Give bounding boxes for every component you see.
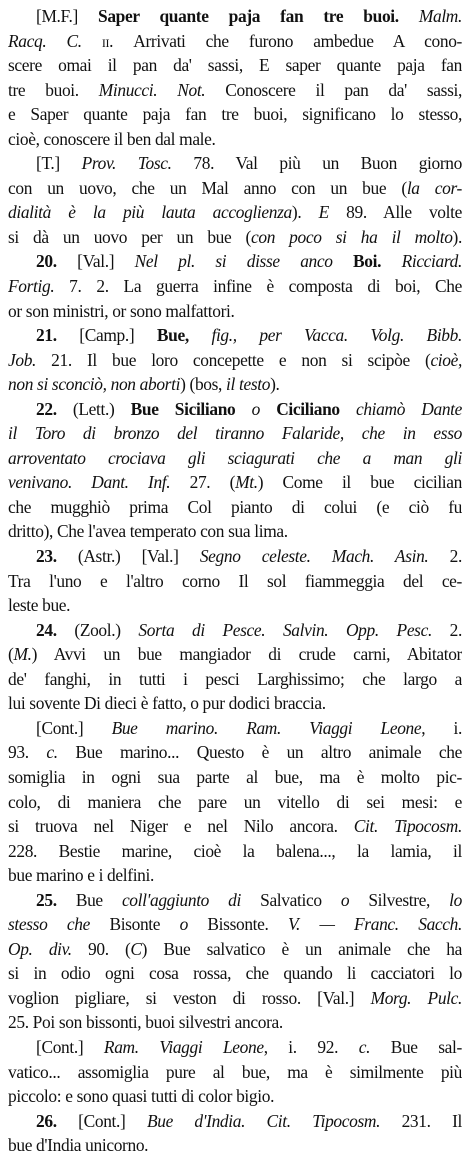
text-line bbox=[8, 495, 462, 520]
text-segment: Tra l'uno e l'altro corno Il sol fiammeggia del ce- bbox=[8, 570, 462, 591]
text-segment: chiamò Dante bbox=[355, 398, 462, 419]
text-line bbox=[8, 78, 462, 103]
text-segment: 25. bbox=[36, 889, 57, 910]
text-line bbox=[8, 691, 462, 716]
text-segment: 22. bbox=[36, 398, 57, 419]
text-line bbox=[8, 53, 462, 78]
text-segment: 23. bbox=[36, 546, 57, 567]
text-segment: dialità è la più lauta accoglienza bbox=[8, 202, 292, 223]
text-segment: e Saper quante paja fan tre buoi, significano lo stesso, bbox=[8, 104, 462, 125]
text-segment: Conoscere il pan da' sassi, bbox=[205, 79, 462, 100]
text-segment: Bue Siciliano bbox=[130, 398, 236, 419]
text-segment: 2. bbox=[431, 619, 462, 640]
text-line bbox=[8, 839, 462, 864]
text-line bbox=[8, 569, 462, 594]
text-segment: 20. bbox=[36, 251, 57, 272]
text-line bbox=[8, 102, 462, 127]
entry-first-line bbox=[8, 544, 462, 569]
text-segment: ) Come il bue cicilian bbox=[257, 472, 462, 493]
text-segment: Saper quante paja fan tre buoi. bbox=[98, 6, 399, 26]
text-segment: [Cont.] bbox=[36, 1036, 104, 1057]
text-line bbox=[8, 740, 462, 765]
entry-first-line bbox=[8, 249, 462, 274]
entry-first-line bbox=[8, 888, 462, 913]
text-segment: cioè, bbox=[430, 349, 462, 370]
text-segment: il testo bbox=[226, 374, 271, 395]
text-segment: 26. bbox=[36, 1110, 57, 1131]
text-line bbox=[8, 765, 462, 790]
text-segment: 27. ( bbox=[170, 472, 236, 493]
text-segment: (Zool.) bbox=[56, 619, 139, 640]
text-segment: Bisonte bbox=[90, 914, 180, 935]
text-segment: o bbox=[251, 398, 260, 419]
entry-first-line bbox=[8, 323, 462, 348]
text-line bbox=[8, 790, 462, 815]
text-line bbox=[8, 225, 462, 250]
text-line bbox=[8, 372, 462, 397]
text-segment: Bue sal- bbox=[370, 1036, 462, 1057]
text-segment: 21. bbox=[36, 325, 57, 346]
text-segment: leste bue. bbox=[8, 595, 71, 616]
text-segment: Ricciard. bbox=[401, 251, 462, 272]
text-segment: 7. 2. La guerra infine è composta di boi, Che bbox=[54, 276, 462, 297]
text-segment: ) Avvi un bue mangiador di crude carni, Abitator bbox=[31, 644, 462, 665]
text-segment bbox=[235, 399, 251, 419]
text-segment: che mugghiò prima Col pianto di colui (e ciò fu bbox=[8, 496, 462, 517]
text-line bbox=[8, 814, 462, 839]
text-segment: ( bbox=[8, 644, 14, 665]
text-line bbox=[8, 29, 462, 54]
text-segment: la cor- bbox=[406, 177, 462, 198]
text-segment: Mt. bbox=[235, 472, 258, 493]
text-segment bbox=[381, 251, 401, 271]
text-line bbox=[8, 937, 462, 962]
text-line bbox=[8, 642, 462, 667]
text-line bbox=[8, 176, 462, 201]
entry-first-line bbox=[8, 618, 462, 643]
text-line bbox=[8, 1084, 462, 1109]
text-segment: E bbox=[318, 202, 329, 223]
text-segment: Prov. Tosc. bbox=[81, 153, 172, 174]
text-segment: o bbox=[340, 889, 350, 910]
text-segment: non si sconciò, non aborti bbox=[8, 374, 181, 395]
text-segment: voglion pigliare, si veston di rosso. [Val.] bbox=[8, 987, 371, 1008]
text-line bbox=[8, 299, 462, 324]
text-segment: [Val.] bbox=[56, 251, 135, 272]
text-segment: [Camp.] bbox=[56, 325, 157, 346]
text-segment: Ram. Viaggi Leone bbox=[103, 1036, 264, 1057]
text-segment: Nel pl. si disse anco bbox=[134, 251, 333, 272]
text-line bbox=[8, 593, 462, 618]
text-segment: ). bbox=[270, 374, 280, 395]
text-segment: or son ministri, or sono malfattori. bbox=[8, 300, 235, 321]
text-segment: o bbox=[179, 914, 188, 935]
text-segment bbox=[333, 251, 353, 271]
text-line bbox=[8, 1060, 462, 1085]
text-segment: , i. 92. bbox=[263, 1036, 359, 1057]
text-line bbox=[8, 863, 462, 888]
text-segment: 21. Il bue loro concepette e non si scipòe ( bbox=[36, 349, 431, 370]
text-segment: Boi. bbox=[353, 251, 382, 272]
entry-first-line bbox=[8, 1035, 462, 1060]
text-segment: piccolo: e sono quasi tutti di color bigio. bbox=[8, 1086, 275, 1107]
text-segment bbox=[260, 399, 276, 419]
text-segment: 89. Alle volte bbox=[328, 202, 462, 223]
text-segment: c. bbox=[46, 742, 58, 763]
text-segment: Arrivati che furono ambedue A cono- bbox=[133, 30, 462, 51]
text-segment: si truova nel Niger e nel Nilo ancora. bbox=[8, 816, 354, 837]
text-segment: M. bbox=[13, 644, 32, 665]
text-segment: si dà un uovo per un bue ( bbox=[8, 226, 251, 247]
text-segment: somiglia in ogni sua parte al bue, ma è molto pic- bbox=[8, 766, 462, 787]
text-line bbox=[8, 446, 462, 471]
text-segment: ). bbox=[291, 202, 319, 223]
text-segment: Job. bbox=[8, 349, 37, 370]
text-segment: Segno celeste. Mach. Asin. bbox=[199, 546, 429, 567]
text-line bbox=[8, 470, 462, 495]
text-segment: stesso che bbox=[8, 914, 90, 935]
text-segment: [Cont.] bbox=[56, 1110, 147, 1131]
entry-first-line bbox=[8, 397, 462, 422]
text-segment: Ciciliano bbox=[276, 398, 340, 419]
text-segment: 228. Bestie marine, cioè la balena..., la lamia, il bbox=[8, 840, 462, 861]
text-segment: Bue bbox=[56, 889, 122, 910]
text-segment: c. bbox=[358, 1036, 371, 1057]
text-segment: cioè, conoscere il ben dal male. bbox=[8, 128, 216, 149]
text-line bbox=[8, 667, 462, 692]
text-segment: Bissonte. bbox=[187, 914, 288, 935]
text-segment: 90. ( bbox=[71, 938, 131, 959]
text-segment: 2. bbox=[428, 546, 462, 567]
text-segment: Racq. C. bbox=[8, 30, 82, 51]
text-segment: 78. Val più un Buon giorno bbox=[171, 153, 462, 174]
text-line bbox=[8, 348, 462, 373]
text-segment bbox=[399, 6, 419, 26]
text-segment: Bue marino... Questo è un altro animale che bbox=[57, 742, 462, 763]
text-segment: lo bbox=[449, 889, 462, 910]
text-segment: 93. bbox=[8, 742, 47, 763]
text-segment: (Astr.) [Val.] bbox=[56, 546, 200, 567]
text-line bbox=[8, 421, 462, 446]
text-segment: Bue d'India. Cit. Tipocosm. bbox=[146, 1110, 381, 1131]
text-segment: [M.F.] bbox=[36, 6, 98, 26]
text-segment: ) Bue salvatico è un animale che ha bbox=[141, 938, 462, 959]
text-line bbox=[8, 961, 462, 986]
text-segment: Salvatico bbox=[240, 889, 341, 910]
text-segment: [T.] bbox=[36, 153, 82, 174]
text-segment: de' fanghi, in tutti i pesci Larghissimo; che largo a bbox=[8, 668, 462, 689]
text-segment: C bbox=[130, 938, 142, 959]
entry-first-line bbox=[8, 716, 462, 741]
text-segment: Op. div. bbox=[8, 938, 72, 959]
text-segment: con poco si ha il molto bbox=[250, 226, 453, 247]
entry-first-line bbox=[8, 4, 462, 29]
text-segment: ) (bos, bbox=[180, 374, 227, 395]
text-segment: 25. Poi son bissonti, buoi silvestri ancora. bbox=[8, 1012, 283, 1033]
text-segment: Sorta di Pesce. Salvin. Opp. Pesc. bbox=[138, 619, 432, 640]
text-segment: [Cont.] bbox=[36, 717, 112, 738]
text-segment: si in odio ogni cosa rossa, che quando li cacciatori lo bbox=[8, 963, 462, 984]
text-line bbox=[8, 127, 462, 152]
text-segment: Fortig. bbox=[8, 276, 55, 297]
text-segment: Cit. Tipocosm. bbox=[353, 816, 462, 837]
text-segment: con un uovo, che un Mal anno con un bue ( bbox=[8, 177, 407, 198]
text-line bbox=[8, 1133, 462, 1158]
text-segment: fig., per Vacca. Volg. Bibb. bbox=[211, 325, 462, 346]
text-segment: Bue, bbox=[156, 325, 189, 346]
text-segment bbox=[189, 325, 212, 345]
text-segment: (Lett.) bbox=[56, 398, 131, 419]
text-line bbox=[8, 200, 462, 225]
text-segment: tre buoi. bbox=[8, 79, 99, 100]
text-segment: bue d'India unicorno. bbox=[8, 1135, 149, 1156]
text-segment: ii. bbox=[81, 30, 134, 51]
text-segment: 24. bbox=[36, 619, 57, 640]
text-segment: coll'aggiunto di bbox=[121, 889, 241, 910]
text-segment: Malm. bbox=[418, 6, 462, 26]
text-segment: arroventato crociava gli sciagurati che a man gli bbox=[8, 447, 462, 468]
text-line bbox=[8, 1010, 462, 1035]
text-segment: Morg. Pulc. bbox=[370, 987, 462, 1008]
text-line bbox=[8, 274, 462, 299]
text-line bbox=[8, 519, 462, 544]
text-segment: il Toro di bronzo del tiranno Falaride, che in esso bbox=[8, 423, 462, 444]
text-segment: 231. Il bbox=[380, 1110, 462, 1131]
text-segment: dritto), Che l'avea temperato con sua lima. bbox=[8, 521, 288, 542]
text-segment: venivano. Dant. Inf. bbox=[8, 472, 171, 493]
text-segment: Silvestre, bbox=[349, 889, 450, 910]
text-segment: bue marino e i delfini. bbox=[8, 865, 155, 886]
text-segment: scere omai il pan da' sassi, E saper quante paja fan bbox=[8, 55, 462, 76]
text-segment: V. — Franc. Sacch. bbox=[287, 914, 462, 935]
text-line bbox=[8, 912, 462, 937]
text-line bbox=[8, 986, 462, 1011]
text-segment: , i. bbox=[421, 717, 462, 738]
text-segment: Minucci. Not. bbox=[98, 79, 206, 100]
text-segment: lui sovente Di dieci è fatto, o pur dodici braccia. bbox=[8, 693, 326, 714]
text-segment: colo, di maniera che pare un vitello di sei mesi: e bbox=[8, 791, 462, 812]
entry-first-line bbox=[8, 1109, 462, 1134]
text-segment: Bue marino. Ram. Viaggi Leone bbox=[111, 717, 422, 738]
text-segment: ). bbox=[452, 226, 462, 247]
text-segment bbox=[340, 399, 356, 419]
text-segment: vatico... assomiglia pure al bue, ma è similmente più bbox=[8, 1061, 462, 1082]
entry-first-line bbox=[8, 151, 462, 176]
